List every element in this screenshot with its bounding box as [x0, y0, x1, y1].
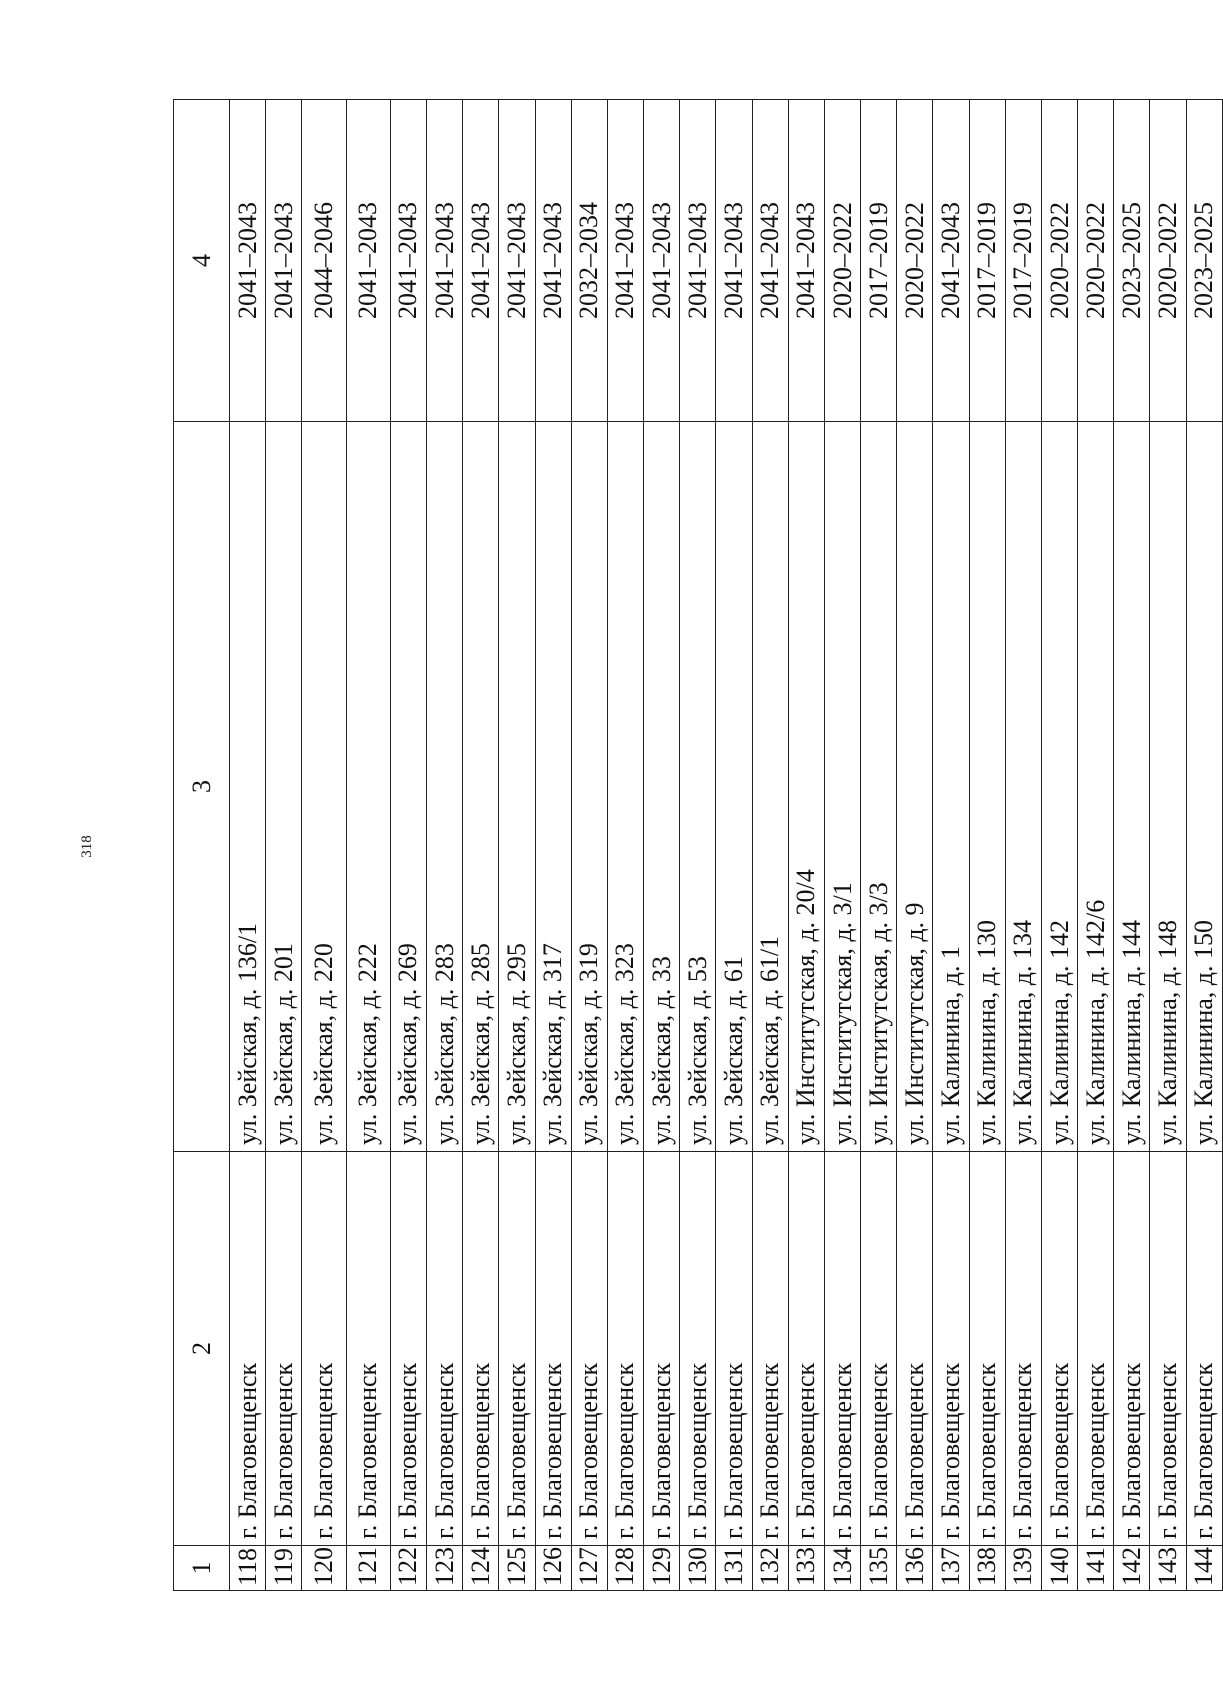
years-cell: 2041–2043	[644, 100, 680, 422]
city-cell: г. Благовещенск	[861, 1152, 897, 1546]
address-cell: ул. Зейская, д. 283	[427, 422, 463, 1152]
address-cell: ул. Зейская, д. 319	[571, 422, 607, 1152]
row-number-cell: 132	[752, 1546, 788, 1591]
city-cell: г. Благовещенск	[1186, 1152, 1222, 1546]
page-number	[72, 828, 102, 864]
header-col-3: 3	[174, 422, 230, 1152]
address-cell: ул. Калинина, д. 134	[1005, 422, 1041, 1152]
row-number-cell: 140	[1041, 1546, 1077, 1591]
row-number-cell: 129	[644, 1546, 680, 1591]
city-cell: г. Благовещенск	[752, 1152, 788, 1546]
years-cell: 2017–2019	[1005, 100, 1041, 422]
table-body	[230, 100, 1223, 1591]
row-number-cell: 135	[861, 1546, 897, 1591]
row-number-cell: 130	[680, 1546, 716, 1591]
city-cell: г. Благовещенск	[607, 1152, 643, 1546]
years-cell: 2041–2043	[427, 100, 463, 422]
table-row	[861, 100, 897, 1591]
row-number-cell: 142	[1114, 1546, 1150, 1591]
address-cell: ул. Калинина, д. 150	[1186, 422, 1222, 1152]
years-cell: 2041–2043	[752, 100, 788, 422]
table-row	[463, 100, 499, 1591]
address-cell: ул. Институтская, д. 3/1	[824, 422, 860, 1152]
row-number-cell: 131	[716, 1546, 752, 1591]
years-cell: 2041–2043	[607, 100, 643, 422]
header-col-4: 4	[174, 100, 230, 422]
address-cell: ул. Институтская, д. 20/4	[788, 422, 824, 1152]
city-cell: г. Благовещенск	[969, 1152, 1005, 1546]
city-cell: г. Благовещенск	[824, 1152, 860, 1546]
table-row	[1186, 100, 1222, 1591]
table-row	[427, 100, 463, 1591]
years-cell: 2041–2043	[716, 100, 752, 422]
houses-table	[173, 99, 1223, 1591]
address-cell: ул. Зейская, д. 136/1	[230, 422, 266, 1152]
city-cell: г. Благовещенск	[716, 1152, 752, 1546]
table-row	[1150, 100, 1186, 1591]
city-cell: г. Благовещенск	[230, 1152, 266, 1546]
city-cell: г. Благовещенск	[571, 1152, 607, 1546]
table-row	[607, 100, 643, 1591]
city-cell: г. Благовещенск	[1114, 1152, 1150, 1546]
rotated-table-container	[173, 100, 1223, 1591]
header-col-2: 2	[174, 1152, 230, 1546]
table-row	[897, 100, 933, 1591]
city-cell: г. Благовещенск	[680, 1152, 716, 1546]
city-cell: г. Благовещенск	[463, 1152, 499, 1546]
row-number-cell: 127	[571, 1546, 607, 1591]
address-cell: ул. Зейская, д. 317	[535, 422, 571, 1152]
years-cell: 2020–2022	[824, 100, 860, 422]
years-cell: 2017–2019	[861, 100, 897, 422]
row-number-cell: 139	[1005, 1546, 1041, 1591]
years-cell: 2041–2043	[463, 100, 499, 422]
row-number-cell: 118	[230, 1546, 266, 1591]
city-cell: г. Благовещенск	[1078, 1152, 1114, 1546]
table-row	[1005, 100, 1041, 1591]
address-cell: ул. Институтская, д. 3/3	[861, 422, 897, 1152]
table-row	[752, 100, 788, 1591]
years-cell: 2017–2019	[969, 100, 1005, 422]
row-number-cell: 121	[346, 1546, 390, 1591]
table-row	[230, 100, 266, 1591]
row-number-cell: 136	[897, 1546, 933, 1591]
years-cell: 2041–2043	[230, 100, 266, 422]
years-cell: 2041–2043	[266, 100, 302, 422]
table-row	[644, 100, 680, 1591]
years-cell: 2023–2025	[1114, 100, 1150, 422]
address-cell: ул. Зейская, д. 285	[463, 422, 499, 1152]
years-cell: 2041–2043	[390, 100, 426, 422]
address-cell: ул. Зейская, д. 323	[607, 422, 643, 1152]
city-cell: г. Благовещенск	[346, 1152, 390, 1546]
years-cell: 2020–2022	[1041, 100, 1077, 422]
city-cell: г. Благовещенск	[499, 1152, 535, 1546]
row-number-cell: 125	[499, 1546, 535, 1591]
address-cell: ул. Зейская, д. 269	[390, 422, 426, 1152]
address-cell: ул. Зейская, д. 61/1	[752, 422, 788, 1152]
table-row	[788, 100, 824, 1591]
row-number-cell: 144	[1186, 1546, 1222, 1591]
years-cell: 2032–2034	[571, 100, 607, 422]
years-cell: 2023–2025	[1186, 100, 1222, 422]
row-number-cell: 122	[390, 1546, 426, 1591]
row-number-cell: 123	[427, 1546, 463, 1591]
years-cell: 2044–2046	[302, 100, 346, 422]
table-row	[824, 100, 860, 1591]
years-cell: 2020–2022	[897, 100, 933, 422]
address-cell: ул. Институтская, д. 9	[897, 422, 933, 1152]
row-number-cell: 138	[969, 1546, 1005, 1591]
table-row	[499, 100, 535, 1591]
city-cell: г. Благовещенск	[644, 1152, 680, 1546]
city-cell: г. Благовещенск	[1005, 1152, 1041, 1546]
city-cell: г. Благовещенск	[933, 1152, 969, 1546]
city-cell: г. Благовещенск	[1150, 1152, 1186, 1546]
city-cell: г. Благовещенск	[788, 1152, 824, 1546]
table-row	[535, 100, 571, 1591]
address-cell: ул. Зейская, д. 295	[499, 422, 535, 1152]
years-cell: 2041–2043	[346, 100, 390, 422]
city-cell: г. Благовещенск	[427, 1152, 463, 1546]
table-row	[266, 100, 302, 1591]
row-number-cell: 141	[1078, 1546, 1114, 1591]
row-number-cell: 126	[535, 1546, 571, 1591]
address-cell: ул. Зейская, д. 222	[346, 422, 390, 1152]
address-cell: ул. Калинина, д. 148	[1150, 422, 1186, 1152]
table-row	[1041, 100, 1077, 1591]
row-number-cell: 133	[788, 1546, 824, 1591]
table-row	[390, 100, 426, 1591]
page-number-text: 318	[78, 834, 95, 858]
years-cell: 2020–2022	[1150, 100, 1186, 422]
years-cell: 2041–2043	[499, 100, 535, 422]
row-number-cell: 119	[266, 1546, 302, 1591]
address-cell: ул. Зейская, д. 201	[266, 422, 302, 1152]
table-row	[969, 100, 1005, 1591]
row-number-cell: 134	[824, 1546, 860, 1591]
city-cell: г. Благовещенск	[535, 1152, 571, 1546]
table-row	[346, 100, 390, 1591]
row-number-cell: 128	[607, 1546, 643, 1591]
city-cell: г. Благовещенск	[1041, 1152, 1077, 1546]
years-cell: 2020–2022	[1078, 100, 1114, 422]
row-number-cell: 143	[1150, 1546, 1186, 1591]
city-cell: г. Благовещенск	[266, 1152, 302, 1546]
address-cell: ул. Калинина, д. 144	[1114, 422, 1150, 1152]
row-number-cell: 137	[933, 1546, 969, 1591]
address-cell: ул. Зейская, д. 220	[302, 422, 346, 1152]
years-cell: 2041–2043	[788, 100, 824, 422]
row-number-cell: 124	[463, 1546, 499, 1591]
address-cell: ул. Зейская, д. 33	[644, 422, 680, 1152]
address-cell: ул. Калинина, д. 142	[1041, 422, 1077, 1152]
table-row	[680, 100, 716, 1591]
header-col-1: 1	[174, 1546, 230, 1591]
row-number-cell: 120	[302, 1546, 346, 1591]
city-cell: г. Благовещенск	[390, 1152, 426, 1546]
table-row	[571, 100, 607, 1591]
years-cell: 2041–2043	[680, 100, 716, 422]
table-row	[1114, 100, 1150, 1591]
address-cell: ул. Калинина, д. 142/6	[1078, 422, 1114, 1152]
table-header-row	[174, 100, 230, 1591]
table-row	[1078, 100, 1114, 1591]
address-cell: ул. Калинина, д. 1	[933, 422, 969, 1152]
table-row	[716, 100, 752, 1591]
address-cell: ул. Зейская, д. 61	[716, 422, 752, 1152]
years-cell: 2041–2043	[933, 100, 969, 422]
address-cell: ул. Калинина, д. 130	[969, 422, 1005, 1152]
city-cell: г. Благовещенск	[302, 1152, 346, 1546]
table-row	[933, 100, 969, 1591]
address-cell: ул. Зейская, д. 53	[680, 422, 716, 1152]
years-cell: 2041–2043	[535, 100, 571, 422]
table-row	[302, 100, 346, 1591]
city-cell: г. Благовещенск	[897, 1152, 933, 1546]
